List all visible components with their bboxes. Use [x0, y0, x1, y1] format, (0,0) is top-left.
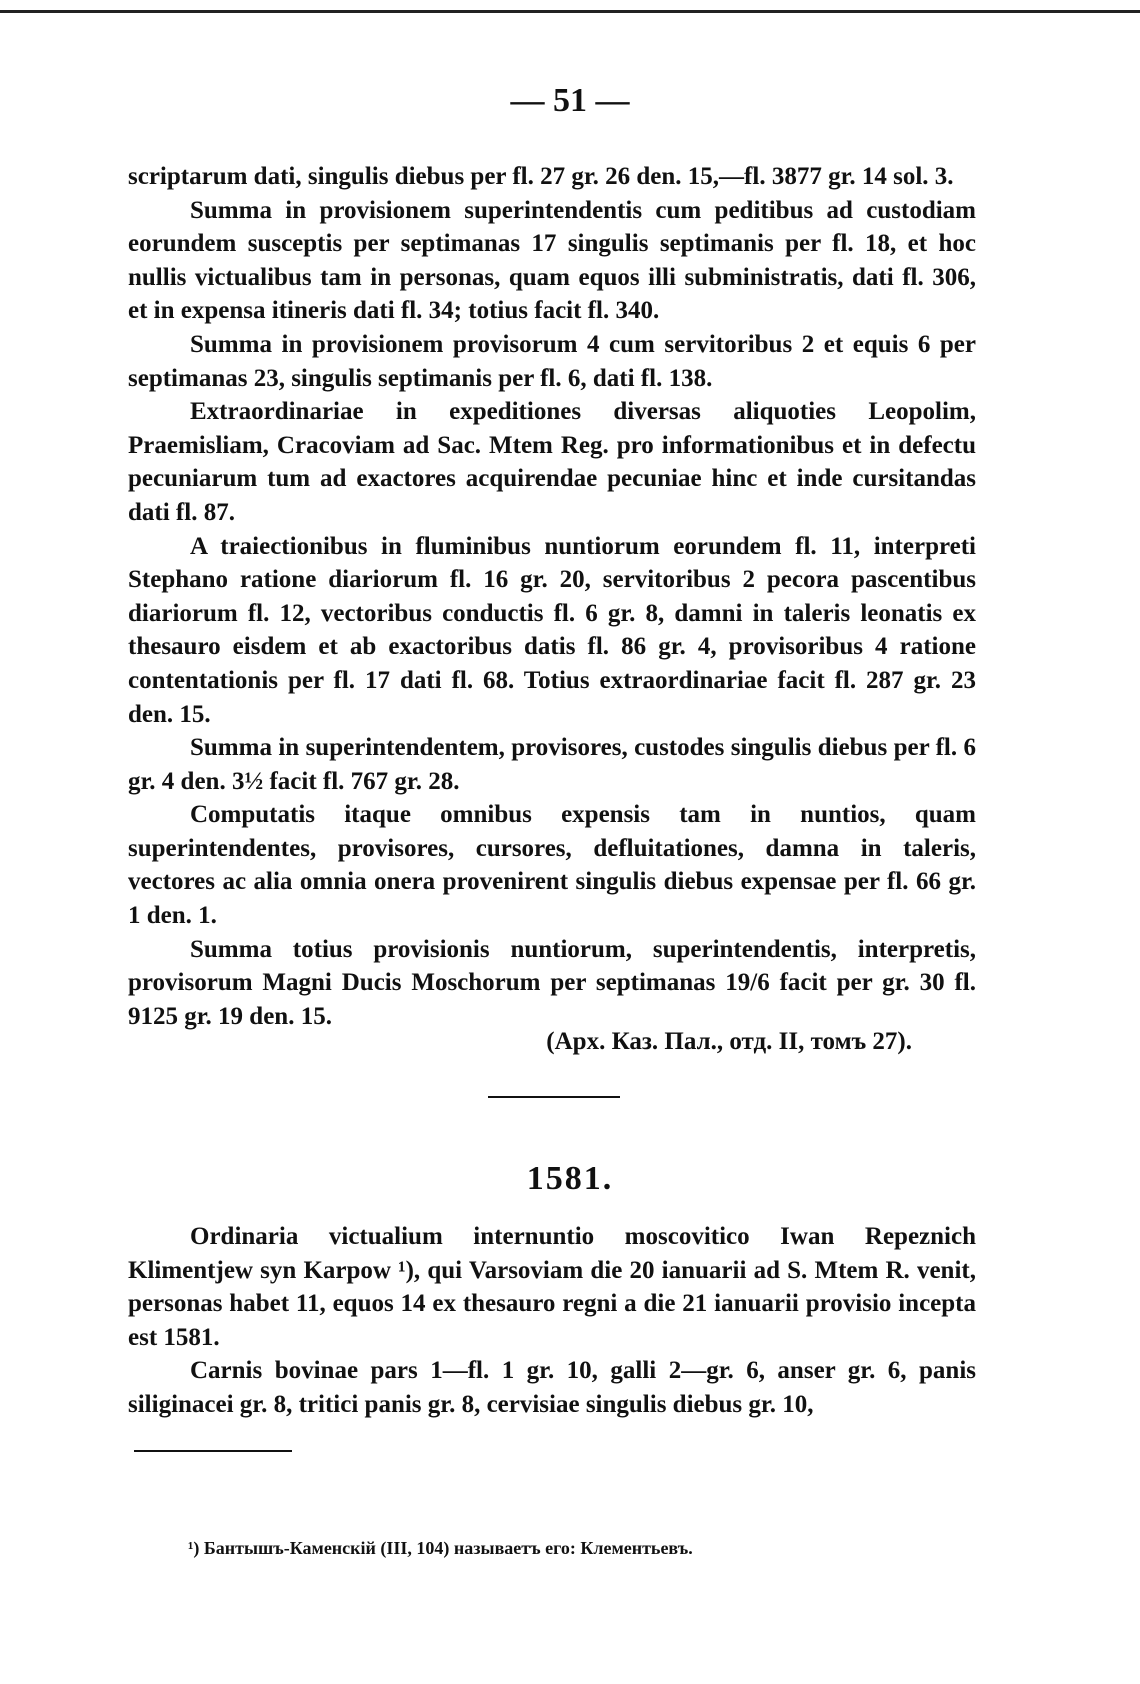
- footnote: ¹) Бантышъ-Каменскій (III, 104) называетъ его: Клементьевъ.: [188, 1538, 693, 1558]
- main-text-block: [128, 160, 976, 1033]
- section-1581-text: [128, 1220, 976, 1422]
- paragraph-5: A traiectionibus in fluminibus nuntiorum eorundem fl. 11, interpreti Stephano ratione diariorum fl. 16 gr. 20, servitoribus 2 pecora pascentibus diariorum fl. 12, vectoribus conductis fl. 6 gr. 8, damni in taleris leonatis ex thesauro eisdem et ab exactoribus datis fl. 86 gr. 4, provisoribus 4 ratione contentationis per fl. 17 dati fl. 68. Totius extraordinariae facit fl. 287 gr. 23 den. 15.: [128, 532, 976, 728]
- paragraph-7: Computatis itaque omnibus expensis tam in nuntios, quam superintendentes, provisores, cursores, defluitationes, damna in taleris, vectores ac alia omnia onera provenirent singulis diebus expensae per fl. 66 gr. 1 den. 1.: [128, 801, 976, 930]
- paragraph-9: Ordinaria victualium internuntio moscovitico Iwan Repeznich Klimentjew syn Karpow ¹), qui Varsoviam die 20 ianuarii ad S. Mtem R. venit, personas habet 11, equos 14 ex thesauro regni a die 21 ianuarii provisio incepta est 1581.: [128, 1223, 976, 1351]
- paragraph-6: Summa in superintendentem, provisores, custodes singulis diebus per fl. 6 gr. 4 den. 3½ facit fl. 767 gr. 28.: [128, 734, 976, 795]
- paragraph-4: Extraordinariae in expeditiones diversas aliquoties Leopolim, Praemisliam, Cracoviam ad Sac. Mtem Reg. pro informationibus et in defectu pecuniarum tum ad exactores acquirendae pecuniae hinc et inde cursitandas dati fl. 87.: [128, 398, 976, 526]
- paragraph-1: scriptarum dati, singulis diebus per fl. 27 gr. 26 den. 15,—fl. 3877 gr. 14 sol. 3.: [128, 163, 954, 190]
- top-border-rule: [0, 10, 1140, 13]
- section-year-heading: 1581.: [526, 1160, 614, 1197]
- section-divider: [488, 1096, 620, 1098]
- paragraph-2: Summa in provisionem superintendentis cum peditibus ad custodiam eorundem susceptis per septimanas 17 singulis septimanis per fl. 18, et hoc nullis victualibus tam in personas, quam equos illi subministratis, dati fl. 306, et in expensa itineris dati fl. 34; totius facit fl. 340.: [128, 196, 976, 325]
- page-number: — 51 —: [510, 82, 630, 119]
- paragraph-8: Summa totius provisionis nuntiorum, superintendentis, interpretis, provisorum Magni Ducis Moschorum per septimanas 19/6 facit per gr. 30 fl. 9125 gr. 19 den. 15.: [128, 935, 976, 1030]
- paragraph-3: Summa in provisionem provisorum 4 cum servitoribus 2 et equis 6 per septimanas 23, singulis septimanis per fl. 6, dati fl. 138.: [128, 330, 976, 392]
- paragraph-10: Carnis bovinae pars 1—fl. 1 gr. 10, galli 2—gr. 6, anser gr. 6, panis siliginacei gr. 8, tritici panis gr. 8, cervisiae singulis diebus gr. 10,: [128, 1357, 976, 1418]
- archive-source-citation: (Арх. Каз. Пал., отд. II, томъ 27).: [546, 1028, 912, 1055]
- footnote-rule: [134, 1450, 292, 1452]
